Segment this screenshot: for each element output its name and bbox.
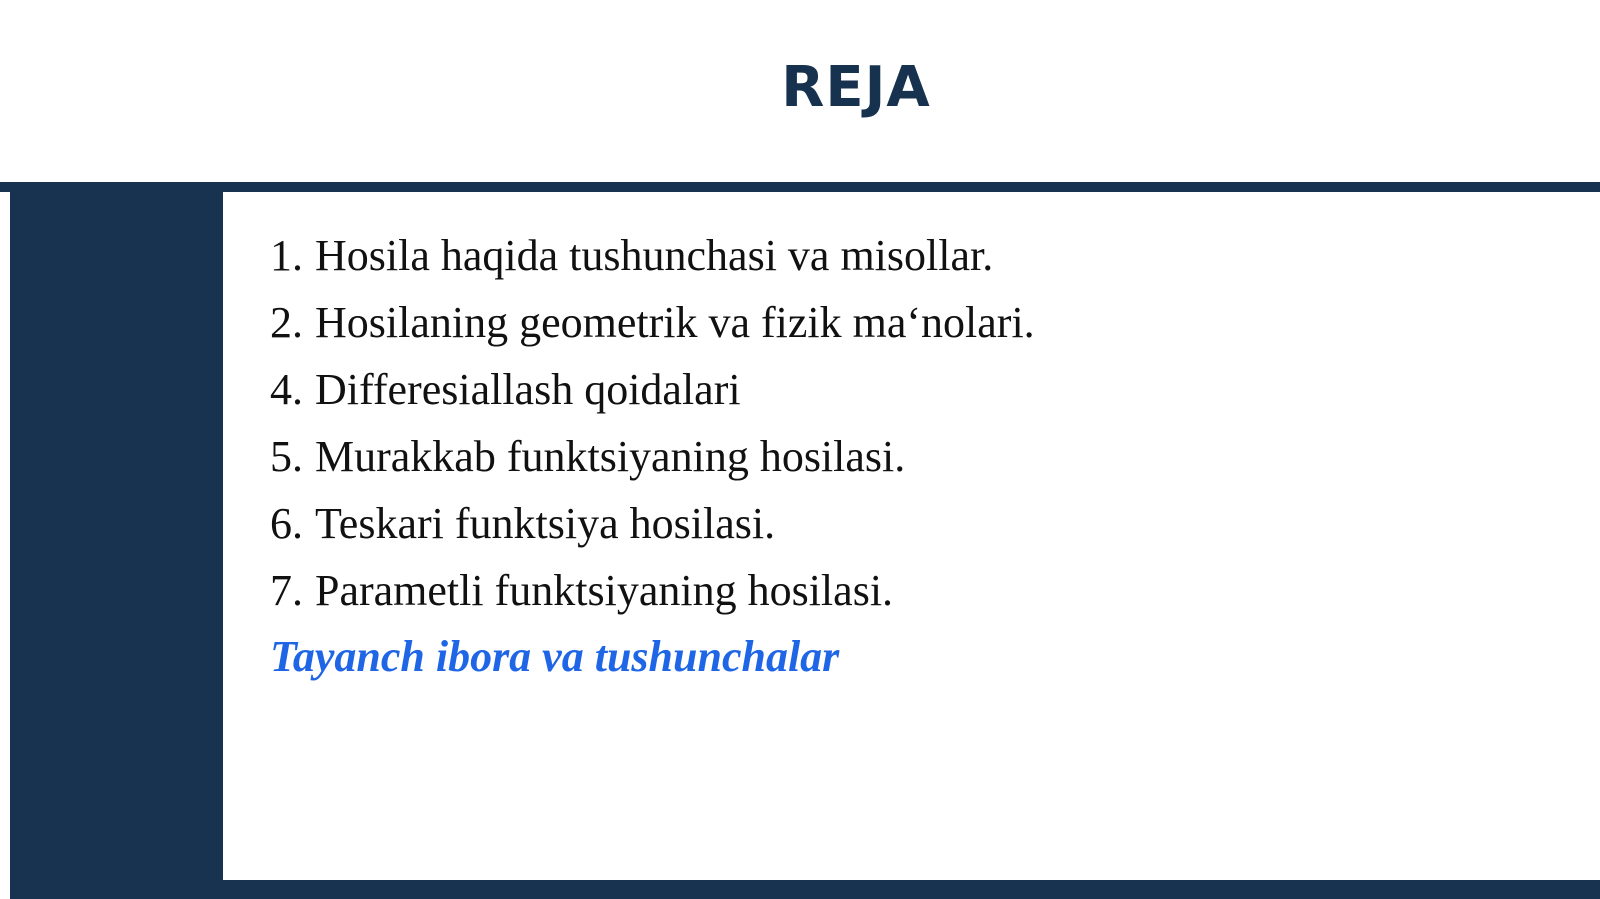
- plan-item-text: Parametli funktsiyaning hosilasi.: [315, 566, 894, 615]
- plan-item-number: 5.: [270, 432, 303, 481]
- plan-item-number: 2.: [270, 298, 303, 347]
- plan-item-text: Hosila haqida tushunchasi va misollar.: [315, 231, 994, 280]
- plan-item: [270, 289, 1035, 356]
- plan-item-text: Hosilaning geometrik va fizik ma‘nolari.: [315, 298, 1035, 347]
- frame-left-gap: [0, 192, 10, 899]
- slide-title: REJA: [781, 55, 931, 120]
- plan-list: [270, 222, 1035, 624]
- plan-item: [270, 490, 1035, 557]
- plan-item-number: 6.: [270, 499, 303, 548]
- plan-item: [270, 557, 1035, 624]
- plan-item-number: 7.: [270, 566, 303, 615]
- plan-item: [270, 222, 1035, 289]
- plan-item-text: Teskari funktsiya hosilasi.: [315, 499, 776, 548]
- plan-item: [270, 423, 1035, 490]
- plan-item-number: 1.: [270, 231, 303, 280]
- keywords-heading: Tayanch ibora va tushunchalar: [270, 632, 840, 681]
- plan-item-text: Murakkab funktsiyaning hosilasi.: [315, 432, 906, 481]
- plan-item-number: 4.: [270, 365, 303, 414]
- plan-item-text: Differesiallash qoidalari: [315, 365, 741, 414]
- plan-item: [270, 356, 1035, 423]
